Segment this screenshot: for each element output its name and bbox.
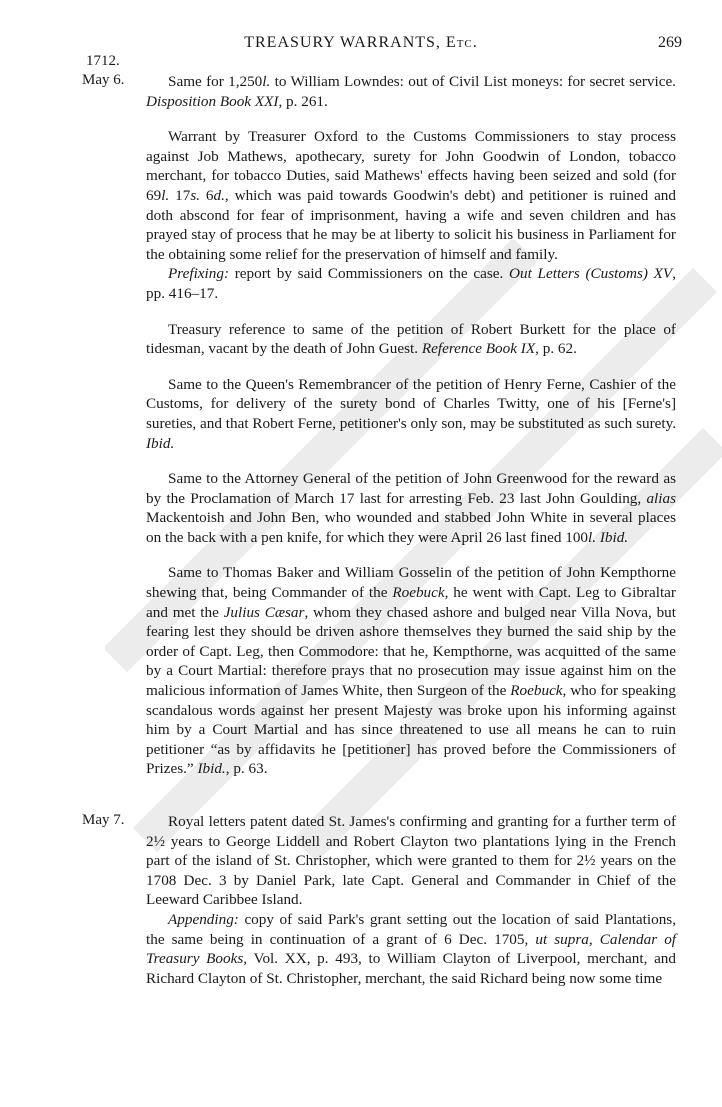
margin-date-may-7: May 7. — [82, 812, 125, 828]
running-head-title: TREASURY WARRANTS, Etc. — [244, 34, 478, 51]
entry-lowndes: Same for 1,250l. to William Lowndes: out of Civil List moneys: for secret service. Disposition Book XXI, p. 261. — [146, 73, 676, 110]
entries-may-6 — [146, 72, 676, 779]
page-number: 269 — [658, 34, 682, 51]
entry-mathews-prefixing: Prefixing: report by said Commissioners on the case. Out Letters (Customs) XV, pp. 416–17. — [146, 265, 677, 302]
entry-burkett-reference: Treasury reference to same of the petition of Robert Burkett for the place of tidesman, vacant by the death of John Guest. Reference Book IX, p. 62. — [146, 320, 676, 358]
running-head — [0, 34, 722, 52]
entry-mathews-warrant: Warrant by Treasurer Oxford to the Customs Commissioners to stay process against Job Mathews, apothecary, surety for John Goodwin of London, tobacco merchant, for tobacco Duties, said Mathews' effects having been seized and sold (for 69l. 17s. 6d., which was paid towards Goodwin's debt) and petitioner is ruined and doth abscond for fear of imprisonment, having a wife and seven children and has prayed stay of process that he may be at liberty to solicit his business in Parliament for the obtaining some relief for the preservation of himself and family. — [146, 128, 676, 263]
margin-year: 1712. — [86, 53, 120, 69]
entry-park-grant-appending: Appending: copy of said Park's grant setting out the location of said Plantations, the same being in continuation of a grant of 6 Dec. 1705, ut supra, Calendar of Treasury Books, Vol. XX, p. 493, to William Clayton of Liverpool, merchant, and Richard Clayton of St. Christopher, merchant, the said Richard being now some time — [146, 910, 677, 987]
entry-liddell-clayton-patent: Royal letters patent dated St. James's confirming and granting for a further term of 2½ years to George Liddell and Robert Clayton two plantations lying in the French part of the island of St. Christopher, which were granted to them for 2½ years on the 1708 Dec. 3 by Daniel Park, late Capt. General and Commander in Chief of the Leeward Caribbee Island. — [146, 813, 676, 909]
entry-kempthorne-petition: Same to Thomas Baker and William Gosselin of the petition of John Kempthorne shewing that, being Commander of the Roebuck, he went with Capt. Leg to Gibraltar and met the Julius Cæsar, whom they chased ashore and bulged near Villa Nova, but fearing lest they should be driven ashore themselves they burned the said ship by the order of Capt. Leg, then Commodore: that he, Kempthorne, was acquitted of the same by a Court Martial: therefore prays that no prosecution may issue against him on the malicious information of James White, then Surgeon of the Roebuck, who for speaking scandalous words against her present Majesty was broke upon his informing against him by a Court Martial and has since threatened to use all means he can to ruin petitioner “as by affidavits he [petitioner] has proved before the Commissioners of Prizes.” Ibid., p. 63. — [146, 564, 677, 778]
margin-date-may-6: May 6. — [82, 72, 125, 88]
entries-may-7 — [146, 812, 676, 988]
entry-ferne-petition: Same to the Queen's Remembrancer of the petition of Henry Ferne, Cashier of the Customs, for delivery of the surety bond of Charles Twitty, one of his [Ferne's] sureties, and that Robert Ferne, petitioner's only son, may be substituted as such surety. Ibid. — [146, 375, 676, 452]
entry-greenwood-petition: Same to the Attorney General of the petition of John Greenwood for the reward as by the Proclamation of March 17 last for arresting Feb. 23 last John Goulding, alias Mackentoish and John Ben, who wounded and stabbed John White in several places on the back with a pen knife, for which they were April 26 last fined 100l. Ibid. — [146, 470, 676, 546]
